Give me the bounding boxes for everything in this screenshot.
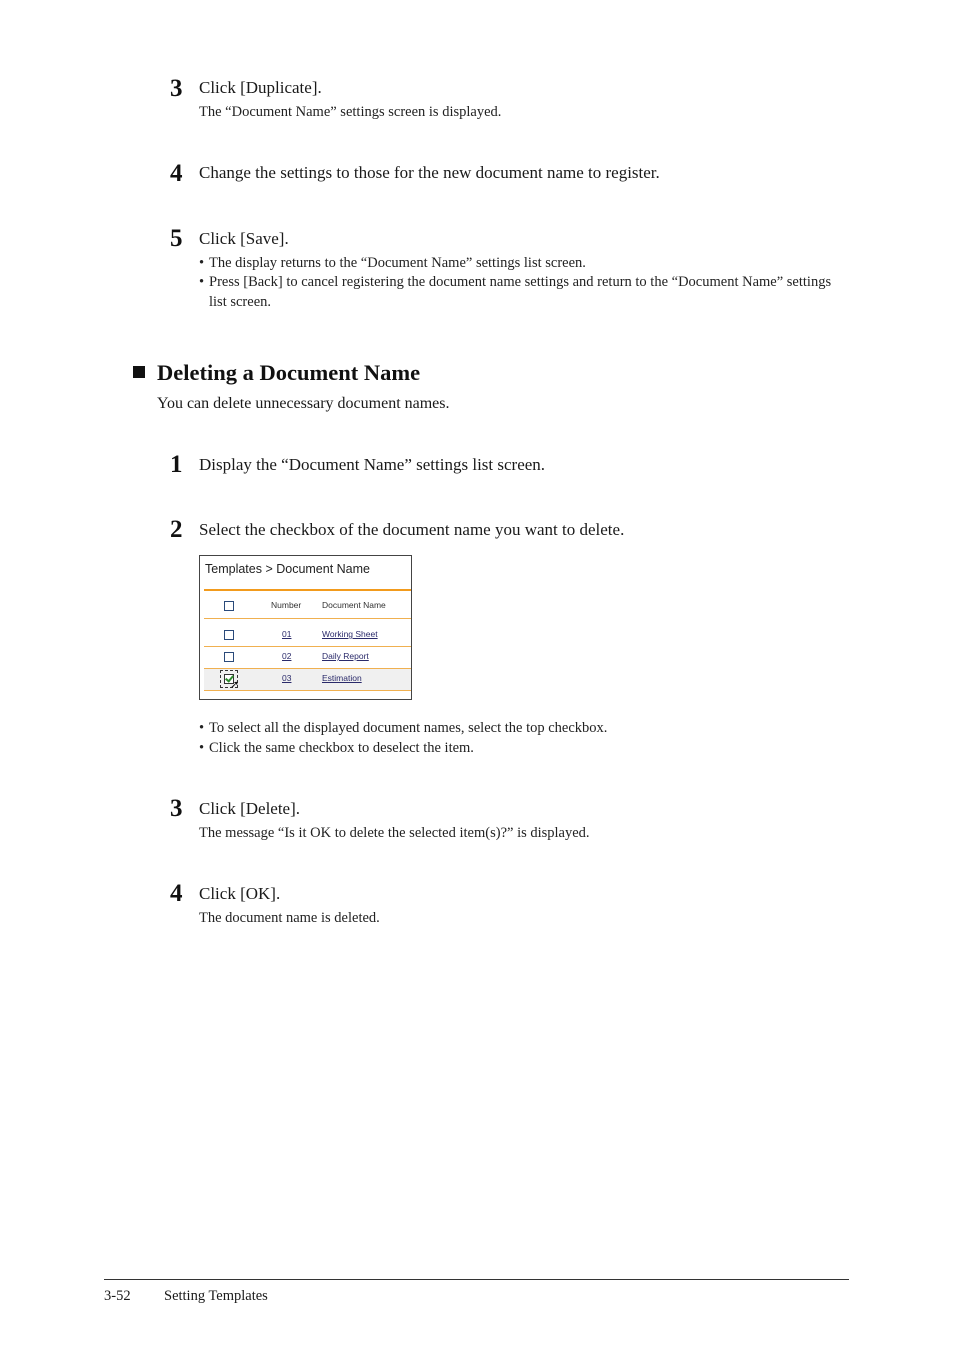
bullet-item: • Press [Back] to cancel registering the document name settings and return to the “Document Name” settings list screen. — [199, 273, 849, 312]
step-number: 3 — [170, 795, 183, 822]
bullet-item: • To select all the displayed document names, select the top checkbox. — [199, 719, 849, 739]
table-row — [204, 647, 411, 669]
section-heading — [133, 359, 420, 387]
column-header-number: Number — [271, 600, 302, 610]
step-number: 4 — [170, 160, 183, 187]
footer-rule — [104, 1279, 849, 1280]
step-number: 5 — [170, 225, 183, 252]
row-number-link[interactable]: 01 — [282, 629, 292, 639]
step-number: 1 — [170, 451, 183, 478]
column-header-document-name: Document Name — [322, 600, 386, 610]
step-number: 4 — [170, 880, 183, 907]
step-number: 2 — [170, 516, 183, 543]
step-title: Click [Delete]. — [199, 799, 301, 818]
row-name-link[interactable]: Working Sheet — [322, 629, 378, 639]
section-heading-text: Deleting a Document Name — [157, 360, 421, 385]
row-name-link[interactable]: Daily Report — [322, 651, 369, 661]
step-title: Select the checkbox of the document name you want to delete. — [199, 520, 625, 539]
table-row — [204, 625, 411, 647]
step-title: Display the “Document Name” settings list screen. — [199, 455, 546, 474]
breadcrumb: Templates > Document Name — [205, 562, 371, 576]
square-bullet-icon — [133, 366, 145, 378]
section-intro: You can delete unnecessary document names. — [157, 395, 450, 412]
step-title: Click [Save]. — [199, 229, 289, 248]
row-number-link[interactable]: 03 — [282, 673, 292, 683]
bullet-item: • The display returns to the “Document Name” settings list screen. — [199, 254, 849, 274]
step-description: The “Document Name” settings screen is displayed. — [199, 104, 502, 120]
step-number: 3 — [170, 75, 183, 102]
step-description: The message “Is it OK to delete the selected item(s)?” is displayed. — [199, 825, 590, 841]
step-title: Click [Duplicate]. — [199, 78, 322, 97]
row-name-link[interactable]: Estimation — [322, 673, 362, 683]
pointer-cursor-icon: ➚ — [230, 679, 240, 691]
bullet-text: Press [Back] to cancel registering the document name settings and return to the “Document Name” settings list screen. — [209, 274, 832, 310]
table-header-row — [204, 596, 411, 619]
bullet-item: • Click the same checkbox to deselect the item. — [199, 739, 849, 759]
table-row — [204, 669, 411, 691]
bullet-text: Click the same checkbox to deselect the item. — [209, 740, 474, 756]
row-checkbox[interactable] — [224, 652, 234, 662]
row-checkbox[interactable] — [224, 630, 234, 640]
step-title: Change the settings to those for the new document name to register. — [199, 163, 660, 182]
row-number-link[interactable]: 02 — [282, 651, 292, 661]
step-title: Click [OK]. — [199, 884, 281, 903]
chapter-title: Setting Templates — [164, 1288, 268, 1304]
bullet-text: To select all the displayed document names, select the top checkbox. — [209, 720, 608, 736]
page-number: 3-52 — [104, 1288, 131, 1304]
bullet-text: The display returns to the “Document Name” settings list screen. — [209, 255, 586, 271]
document-name-list-screenshot — [199, 555, 412, 700]
select-all-checkbox[interactable] — [224, 601, 234, 611]
header-divider — [204, 589, 411, 591]
step-description: The document name is deleted. — [199, 910, 380, 926]
